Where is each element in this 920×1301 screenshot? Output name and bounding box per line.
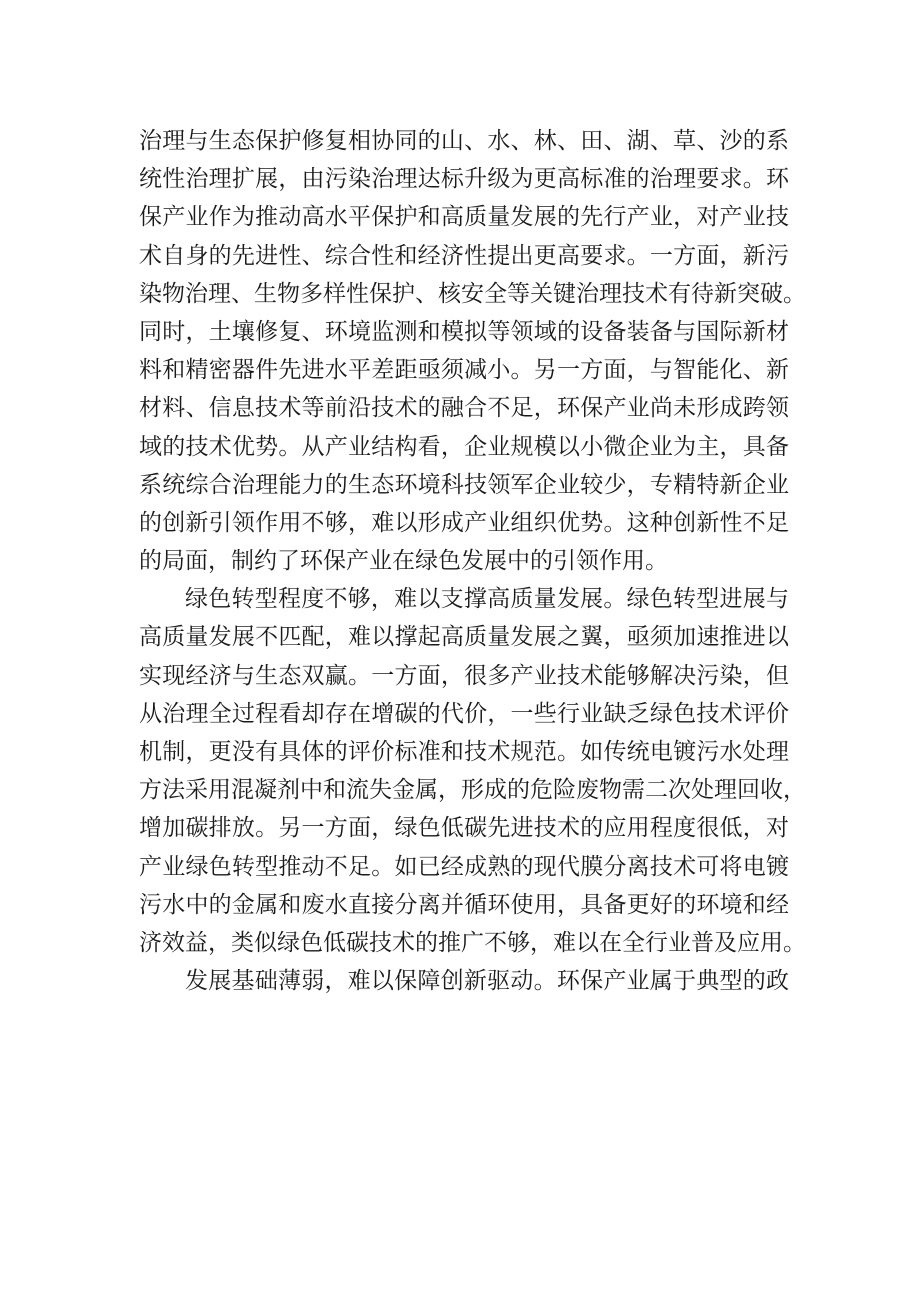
text-line: 污水中的金属和废水直接分离并循环使用，具备更好的环境和经	[139, 891, 789, 918]
text-line: 济效益，类似绿色低碳技术的推广不够，难以在全行业普及应用。	[139, 929, 806, 956]
text-line: 机制，更没有具体的评价标准和技术规范。如传统电镀污水处理	[139, 739, 789, 765]
paragraph-start-line: 绿色转型程度不够，难以支撑高质量发展。绿色转型进展与	[185, 586, 789, 613]
paragraph-start-line: 发展基础薄弱，难以保障创新驱动。环保产业属于典型的政	[185, 968, 789, 995]
text-line: 的创新引领作用不够，难以形成产业组织优势。这种创新性不足	[139, 509, 789, 536]
text-line: 术自身的先进性、综合性和经济性提出更高要求。一方面，新污	[139, 242, 789, 269]
text-line: 实现经济与生态双赢。一方面，很多产业技术能够解决污染，但	[139, 662, 789, 689]
text-line: 保产业作为推动高水平保护和高质量发展的先行产业，对产业技	[139, 204, 789, 231]
text-line: 染物治理、生物多样性保护、核安全等关键治理技术有待新突破。	[139, 280, 806, 307]
text-line: 系统综合治理能力的生态环境科技领军企业较少，专精特新企业	[139, 471, 789, 498]
text-line: 料和精密器件先进水平差距亟须减小。另一方面，与智能化、新	[139, 357, 789, 384]
text-line: 高质量发展不匹配，难以撑起高质量发展之翼，亟须加速推进以	[139, 624, 789, 651]
text-line: 材料、信息技术等前沿技术的融合不足，环保产业尚未形成跨领	[139, 395, 789, 422]
body-text	[139, 122, 806, 1000]
text-line: 域的技术优势。从产业结构看，企业规模以小微企业为主，具备	[139, 433, 789, 460]
text-line: 治理与生态保护修复相协同的山、水、林、田、湖、草、沙的系	[139, 128, 789, 154]
text-line: 统性治理扩展，由污染治理达标升级为更高标准的治理要求。环	[139, 166, 789, 193]
text-line: 的局面，制约了环保产业在绿色发展中的引领作用。	[139, 548, 668, 575]
text-line: 同时，土壤修复、环境监测和模拟等领域的设备装备与国际新材	[139, 318, 789, 345]
text-line: 产业绿色转型推动不足。如已经成熟的现代膜分离技术可将电镀	[139, 853, 789, 880]
text-line: 从治理全过程看却存在增碳的代价，一些行业缺乏绿色技术评价	[139, 700, 789, 727]
text-line: 方法采用混凝剂中和流失金属，形成的危险废物需二次处理回收，	[139, 777, 806, 804]
text-line: 增加碳排放。另一方面，绿色低碳先进技术的应用程度很低，对	[139, 815, 789, 842]
